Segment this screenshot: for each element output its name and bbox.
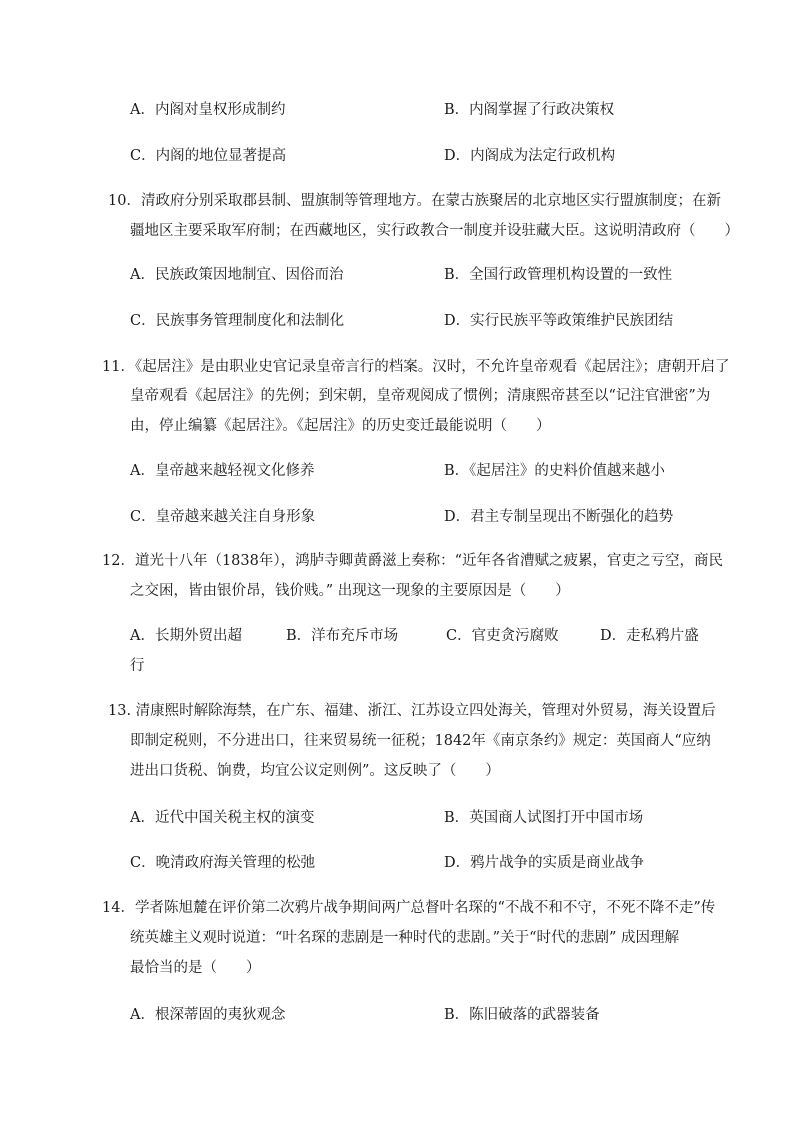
q13-option-d: D．鸦片战争的实质是商业战争	[444, 855, 645, 871]
q12-stem-line-1: 12．道光十八年（1838年），鸿胪寺卿黄爵滋上奏称：“近年各省漕赋之疲累，官吏之亏空，商民	[102, 553, 724, 569]
q10-option-a: A．民族政策因地制宜、因俗而治	[130, 267, 344, 283]
q14-option-a: A．根深蒂固的夷狄观念	[130, 1007, 286, 1023]
q9-option-b: B．内阁掌握了行政决策权	[444, 102, 615, 118]
q11-option-d: D．君主专制呈现出不断强化的趋势	[444, 509, 674, 525]
q13-stem-line-2: 即制定税则，不分进出口，往来贸易统一征税；1842年《南京条约》规定：英国商人“应纳	[130, 733, 711, 749]
q12-option-d: D．走私鸦片盛	[600, 628, 699, 644]
q14-stem-line-2: 统英雄主义观时说道：“叶名琛的悲剧是一种时代的悲剧。”关于“时代的悲剧” 成因理解	[130, 930, 680, 946]
q14-stem-line-3: 最恰当的是（ ）	[130, 960, 261, 976]
q11-option-a: A．皇帝越来越轻视文化修养	[130, 463, 315, 479]
q9-option-d: D．内阁成为法定行政机构	[444, 148, 616, 164]
q9-option-c: C．内阁的地位显著提高	[130, 148, 287, 164]
q12-option-c: C．官吏贪污腐败	[446, 628, 559, 644]
q11-stem-line-2: 皇帝观看《起居注》的先例；到宋朝，皇帝观阅成了惯例；清康熙帝甚至以“记注官泄密”为	[130, 388, 711, 404]
q11-stem-line-1: 11．《起居注》是由职业史官记录皇帝言行的档案。汉时，不允许皇帝观看《起居注》；唐朝开启了	[102, 359, 730, 375]
q11-option-b: B．《起居注》的史料价值越来越小	[444, 463, 665, 479]
q11-stem-line-3: 由，停止编纂《起居注》。《起居注》的历史变迁最能说明（ ）	[130, 418, 551, 434]
q13-option-b: B．英国商人试图打开中国市场	[444, 810, 644, 826]
q10-stem-line-1: 10．清政府分别采取郡县制、盟旗制等管理地方。在蒙古族聚居的北京地区实行盟旗制度；在新	[108, 193, 721, 209]
q12-stem-line-2: 之交困，皆由银价昂，钱价贱。” 出现这一现象的主要原因是（ ）	[130, 583, 570, 599]
q14-option-b: B．陈旧破落的武器装备	[444, 1007, 600, 1023]
q10-option-b: B．全国行政管理机构设置的一致性	[444, 267, 673, 283]
q10-option-d: D．实行民族平等政策维护民族团结	[444, 313, 674, 329]
q11-option-c: C．皇帝越来越关注自身形象	[130, 509, 316, 525]
q12-option-d-wrap: 行	[130, 658, 145, 674]
q13-option-a: A．近代中国关税主权的演变	[130, 810, 315, 826]
q13-option-c: C．晚清政府海关管理的松弛	[130, 855, 316, 871]
q13-stem-line-1: 13. 清康熙时解除海禁，在广东、福建、浙江、江苏设立四处海关，管理对外贸易，海关设置后	[108, 703, 716, 719]
q13-stem-line-3: 进出口货税、饷费，均宜公议定则例”。这反映了（ ）	[130, 763, 500, 779]
q10-stem-line-2: 疆地区主要采取军府制；在西藏地区，实行政教合一制度并设驻藏大臣。这说明清政府（ ）	[130, 223, 739, 239]
q9-option-a: A．内阁对皇权形成制约	[130, 102, 286, 118]
q12-option-a: A．长期外贸出超	[130, 628, 242, 644]
q12-option-b: B．洋布充斥市场	[286, 628, 399, 644]
q14-stem-line-1: 14．学者陈旭麓在评价第二次鸦片战争期间两广总督叶名琛的“不战不和不守，不死不降不走”传	[102, 900, 716, 916]
q10-option-c: C．民族事务管理制度化和法制化	[130, 313, 345, 329]
